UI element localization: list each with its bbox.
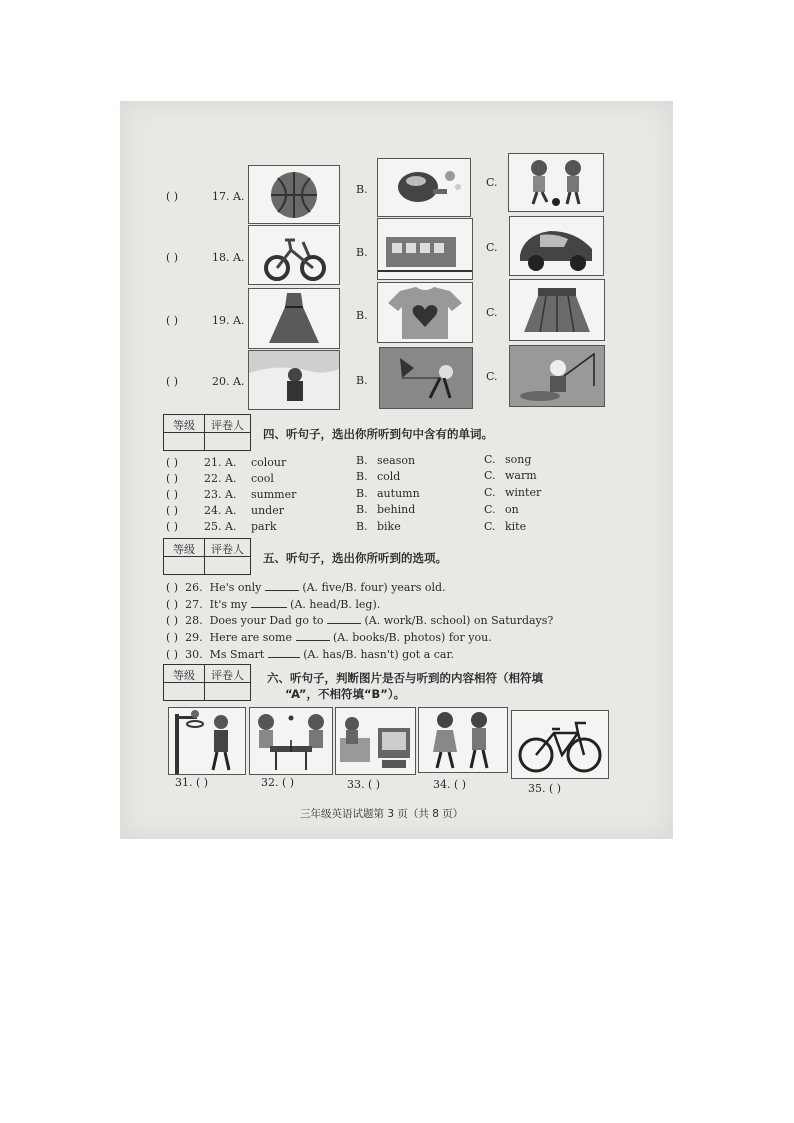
answer-paren-20[interactable]: ( ) xyxy=(166,375,179,388)
option-c-text: on xyxy=(505,503,519,516)
answer-33[interactable]: 33. ( ) xyxy=(347,778,381,791)
question-number-17: 17. A. xyxy=(212,190,245,203)
option-b-label: B. xyxy=(356,487,368,500)
grade-box-section4 xyxy=(163,414,251,451)
kite-flying-icon[interactable] xyxy=(379,347,473,409)
sentence-start: Does your Dad go to xyxy=(209,614,324,627)
list-item xyxy=(166,614,553,627)
answer-paren-30[interactable]: ( ) xyxy=(166,648,179,661)
answer-35[interactable]: 35. ( ) xyxy=(528,782,562,795)
answer-paren-25[interactable]: ( ) xyxy=(166,520,179,533)
marker-label: 评卷人 xyxy=(211,543,244,556)
list-item xyxy=(166,598,380,611)
sentence-options: (A. head/B. leg). xyxy=(290,598,381,611)
option-c-label-19: C. xyxy=(486,306,498,319)
answer-paren-17[interactable]: ( ) xyxy=(166,190,179,203)
option-a-text: under xyxy=(251,504,284,517)
option-a-text: colour xyxy=(251,456,287,469)
t-shirt-icon[interactable] xyxy=(377,282,473,343)
sentence-start: It's my xyxy=(209,598,248,611)
basketball-player-icon[interactable] xyxy=(168,707,246,775)
option-b-label: B. xyxy=(356,520,368,533)
option-c-label-17: C. xyxy=(486,176,498,189)
marker-label: 评卷人 xyxy=(211,669,244,682)
option-b-label-19: B. xyxy=(356,309,368,322)
question-number: 27. xyxy=(185,598,203,611)
tv-sofa-icon[interactable] xyxy=(335,707,416,775)
answer-paren-26[interactable]: ( ) xyxy=(166,581,179,594)
train-icon[interactable] xyxy=(377,218,473,280)
option-b-label: B. xyxy=(356,470,368,483)
option-a-text: park xyxy=(251,520,277,533)
option-c-label: C. xyxy=(484,520,496,533)
sentence-options: (A. has/B. hasn't) got a car. xyxy=(303,648,455,661)
option-b-label-17: B. xyxy=(356,183,368,196)
question-number: 29. xyxy=(185,631,203,644)
bicycle-icon[interactable] xyxy=(511,710,609,779)
blank-field[interactable] xyxy=(251,598,287,608)
list-item xyxy=(166,581,446,594)
marker-label: 评卷人 xyxy=(211,419,244,432)
option-c-label: C. xyxy=(484,486,496,499)
grade-box-section5 xyxy=(163,538,251,575)
car-icon[interactable] xyxy=(509,216,604,276)
dress-icon[interactable] xyxy=(248,288,340,349)
answer-34[interactable]: 34. ( ) xyxy=(433,778,467,791)
option-c-text: winter xyxy=(505,486,542,499)
option-c-label-20: C. xyxy=(486,370,498,383)
answer-paren-27[interactable]: ( ) xyxy=(166,598,179,611)
option-b-label: B. xyxy=(356,503,368,516)
grade-label: 等级 xyxy=(173,543,195,556)
fishing-icon[interactable] xyxy=(509,345,605,407)
list-item xyxy=(166,631,492,644)
section5-title: 五、听句子，选出你所听到的选项。 xyxy=(263,551,447,565)
football-kids-icon[interactable] xyxy=(508,153,604,212)
answer-paren-19[interactable]: ( ) xyxy=(166,314,179,327)
exam-page xyxy=(120,101,673,839)
list-item xyxy=(166,648,454,661)
kids-walking-icon[interactable] xyxy=(418,707,508,773)
ping-pong-icon[interactable] xyxy=(377,158,471,217)
option-b-text: cold xyxy=(377,470,401,483)
answer-paren-18[interactable]: ( ) xyxy=(166,251,179,264)
grade-label: 等级 xyxy=(173,669,195,682)
blank-field[interactable] xyxy=(268,648,300,658)
option-b-label: B. xyxy=(356,454,368,467)
section4-title: 四、听句子，选出你所听到句中含有的单词。 xyxy=(263,427,493,441)
grade-label: 等级 xyxy=(173,419,195,432)
answer-paren-28[interactable]: ( ) xyxy=(166,614,179,627)
answer-31[interactable]: 31. ( ) xyxy=(175,776,209,789)
option-a-text: cool xyxy=(251,472,274,485)
grade-box-section6 xyxy=(163,664,251,701)
answer-paren-29[interactable]: ( ) xyxy=(166,631,179,644)
question-number: 25. A. xyxy=(204,520,237,533)
question-number: 28. xyxy=(185,614,203,627)
page-footer: 三年级英语试题第 3 页（共 8 页） xyxy=(300,808,464,820)
answer-paren-23[interactable]: ( ) xyxy=(166,488,179,501)
option-b-text: autumn xyxy=(377,487,420,500)
question-number-20: 20. A. xyxy=(212,375,245,388)
question-number-19: 19. A. xyxy=(212,314,245,327)
skirt-icon[interactable] xyxy=(509,279,605,341)
option-b-label-20: B. xyxy=(356,374,368,387)
bike-icon[interactable] xyxy=(248,225,340,285)
question-number: 30. xyxy=(185,648,203,661)
option-c-label: C. xyxy=(484,453,496,466)
option-a-text: summer xyxy=(251,488,297,501)
answer-paren-24[interactable]: ( ) xyxy=(166,504,179,517)
blank-field[interactable] xyxy=(265,581,299,591)
option-c-text: kite xyxy=(505,520,527,533)
option-c-label-18: C. xyxy=(486,241,498,254)
winter-snow-icon[interactable] xyxy=(248,350,340,410)
sentence-start: He's only xyxy=(209,581,262,594)
sentence-options: (A. five/B. four) years old. xyxy=(302,581,446,594)
sentence-options: (A. work/B. school) on Saturdays? xyxy=(364,614,554,627)
question-number: 22. A. xyxy=(204,472,237,485)
section6-title-line2: “A”，不相符填“B”）。 xyxy=(285,687,406,701)
basketball-icon[interactable] xyxy=(248,165,340,224)
ping-pong-players-icon[interactable] xyxy=(249,707,333,775)
question-number: 21. A. xyxy=(204,456,237,469)
question-number-18: 18. A. xyxy=(212,251,245,264)
answer-paren-21[interactable]: ( ) xyxy=(166,456,179,469)
sentence-start: Here are some xyxy=(209,631,292,644)
option-c-label: C. xyxy=(484,469,496,482)
sentence-start: Ms Smart xyxy=(209,648,265,661)
option-c-text: warm xyxy=(505,469,537,482)
option-c-label: C. xyxy=(484,503,496,516)
blank-field[interactable] xyxy=(296,631,330,641)
question-number: 23. A. xyxy=(204,488,237,501)
answer-32[interactable]: 32. ( ) xyxy=(261,776,295,789)
answer-paren-22[interactable]: ( ) xyxy=(166,472,179,485)
blank-field[interactable] xyxy=(327,614,361,624)
sentence-options: (A. books/B. photos) for you. xyxy=(333,631,492,644)
option-b-text: bike xyxy=(377,520,401,533)
option-b-text: behind xyxy=(377,503,416,516)
option-b-text: season xyxy=(377,454,416,467)
question-number: 26. xyxy=(185,581,203,594)
option-c-text: song xyxy=(505,453,532,466)
option-b-label-18: B. xyxy=(356,246,368,259)
question-number: 24. A. xyxy=(204,504,237,517)
section6-title-line1: 六、听句子，判断图片是否与听到的内容相符（相符填 xyxy=(267,671,543,685)
